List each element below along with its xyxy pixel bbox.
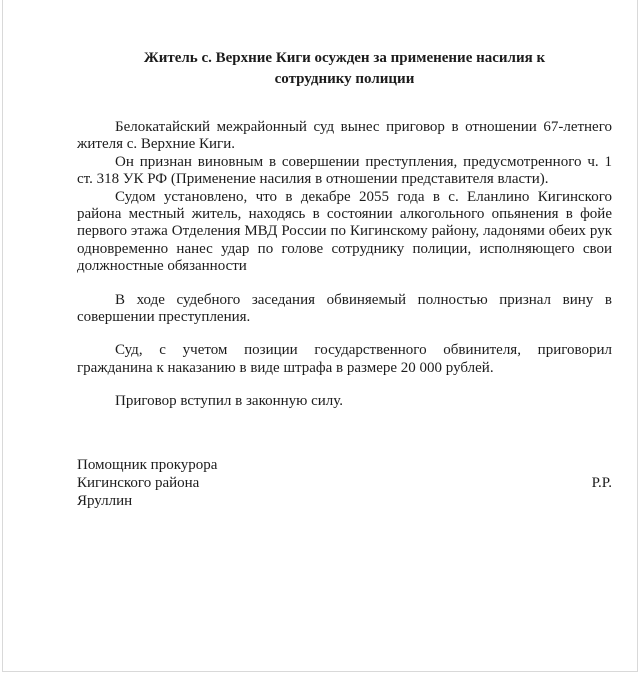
signature-role-line-1: Помощник прокурора [77, 456, 218, 473]
signature-block [77, 456, 612, 510]
document-content [3, 48, 637, 510]
title-line-1: Житель с. Верхние Киги осужден за применение насилия к [143, 50, 546, 66]
paragraph-confession: В ходе судебного заседания обвиняемый полностью признал вину в совершении преступления. [77, 291, 612, 326]
document-body [77, 119, 612, 411]
paragraph-sentence: Суд, с учетом позиции государственного обвинителя, приговорил гражданина к наказанию в виде штрафа в размере 20 000 рублей. [77, 342, 612, 376]
document-page [2, 0, 638, 672]
signature-surname: Яруллин [77, 492, 133, 509]
paragraph-charge: Он признан виновным в совершении преступления, предусмотренного ч. 1 ст. 318 УК РФ (Применение насилия в отношении представителя власти). [77, 153, 612, 188]
paragraph-legal-force: Приговор вступил в законную силу. [115, 393, 344, 410]
title-line-2: сотруднику полиции [274, 71, 415, 87]
signature-initials: Р.Р. [591, 474, 612, 491]
signature-district: Кигинского района [77, 474, 200, 491]
paragraph-court-verdict: Белокатайский межрайонный суд вынес приговор в отношении 67-летнего жителя с. Верхние Киги. [77, 119, 612, 153]
document-title [77, 48, 612, 90]
paragraph-facts: Судом установлено, что в декабре 2055 года в с. Еланлино Кигинского района местный житель, находясь в состоянии алкогольного опьянения в фойе первого этажа Отделения МВД России по Кигинскому району, ладонями обеих рук одновременно нанес удар по голове сотруднику полиции, исполняющего свои должностные обязанности [77, 188, 612, 275]
signature-role-line-2 [77, 474, 612, 492]
